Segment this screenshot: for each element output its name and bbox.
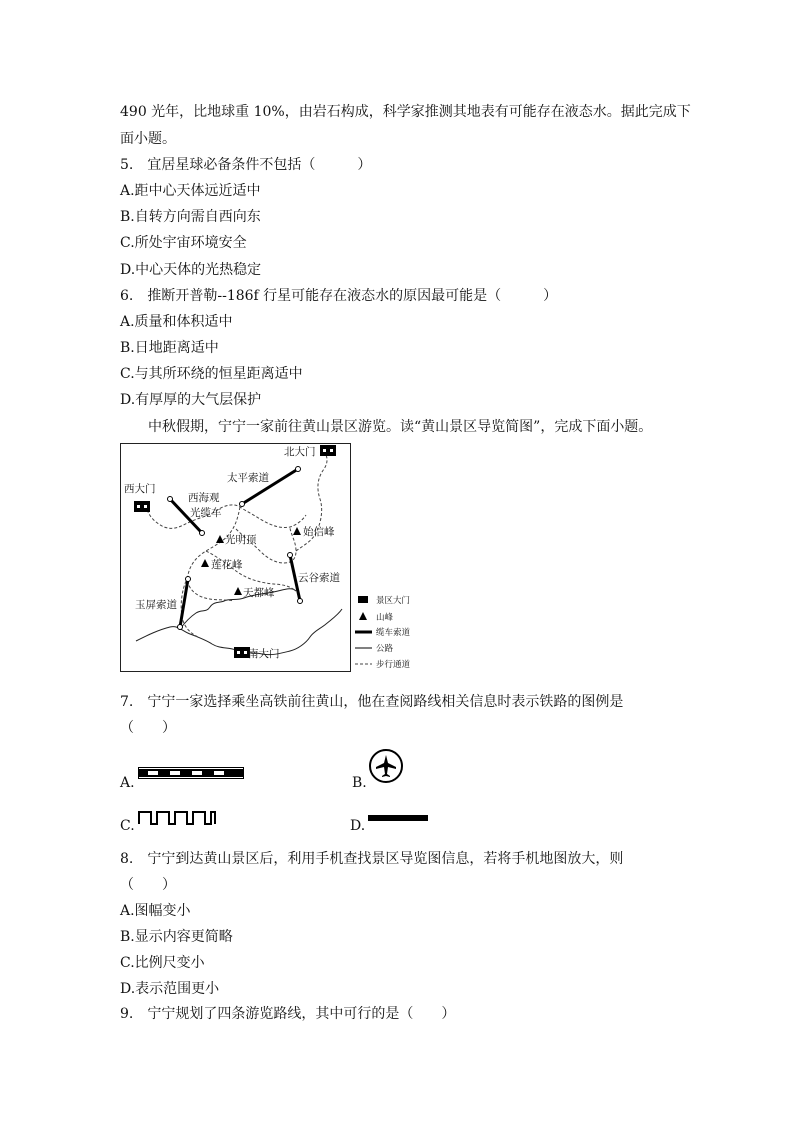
question-5-option-c: C.所处宇宙环境安全 bbox=[120, 235, 247, 251]
question-8-option-b: B.显示内容更简略 bbox=[120, 929, 233, 945]
question-6-option-a: A.质量和体积适中 bbox=[120, 314, 233, 330]
question-6-option-d: D.有厚厚的大气层保护 bbox=[120, 392, 262, 408]
legend-peak-label: 山峰 bbox=[376, 613, 394, 623]
huangshan-guide-map bbox=[120, 441, 420, 673]
question-5-option-b: B.自转方向需自西向东 bbox=[120, 209, 261, 225]
map-legend bbox=[355, 595, 411, 670]
boundary-symbol-icon bbox=[138, 810, 216, 826]
cable-station bbox=[168, 497, 173, 502]
label-yungu: 云谷索道 bbox=[298, 572, 340, 584]
question-5-option-a: A.距中心天体远近适中 bbox=[120, 183, 261, 199]
question-8-option-c: C.比例尺变小 bbox=[120, 955, 205, 971]
question-5-option-d: D.中心天体的光热稳定 bbox=[120, 262, 262, 278]
cable-station bbox=[288, 553, 293, 558]
label-south-gate: 南大门 bbox=[248, 648, 280, 660]
legend-trail-label: 步行通道 bbox=[376, 660, 411, 670]
intro-line-1: 490 光年，比地球重 10%，由岩石构成，科学家推测其地表有可能存在液态水。据此完成下 bbox=[120, 104, 691, 120]
question-6-option-c: C.与其所环绕的恒星距离适中 bbox=[120, 366, 303, 382]
north-gate-icon bbox=[320, 445, 336, 456]
label-guangming: 光明顶 bbox=[225, 534, 257, 546]
cable-station bbox=[240, 502, 245, 507]
question-6-stem: 6. 推断开普勒--186f 行星可能存在液态水的原因最可能是（ ） bbox=[120, 288, 558, 304]
cable-station bbox=[296, 467, 301, 472]
cable-station bbox=[298, 599, 303, 604]
legend-cable-label: 缆车索道 bbox=[376, 628, 411, 638]
question-7-option-c: C. bbox=[120, 818, 135, 834]
cable-station bbox=[186, 577, 191, 582]
bold-line-symbol-icon bbox=[368, 814, 428, 822]
label-shixin: 始信峰 bbox=[303, 526, 335, 538]
question-8-stem-1: 8. 宁宁到达黄山景区后，利用手机查找景区导览图信息，若将手机地图放大，则 bbox=[120, 851, 624, 867]
label-yuping: 玉屏索道 bbox=[135, 599, 177, 611]
label-taiping: 太平索道 bbox=[227, 472, 269, 484]
legend-gate-label: 景区大门 bbox=[376, 596, 411, 606]
intro-line-2: 面小题。 bbox=[120, 131, 176, 147]
label-north-gate: 北大门 bbox=[284, 446, 316, 458]
question-6-option-b: B.日地距离适中 bbox=[120, 340, 219, 356]
railway-symbol-icon bbox=[138, 766, 244, 780]
legend-peak-icon bbox=[359, 612, 367, 620]
question-8-option-a: A.图幅变小 bbox=[120, 903, 191, 919]
question-9-stem: 9. 宁宁规划了四条游览路线，其中可行的是（ ） bbox=[120, 1006, 456, 1022]
cable-station bbox=[200, 531, 205, 536]
question-7-option-d: D. bbox=[350, 818, 366, 834]
airport-symbol-icon bbox=[368, 748, 404, 784]
label-xihai-1: 西海观 bbox=[188, 492, 220, 504]
legend-gate-icon bbox=[358, 596, 368, 603]
legend-road-label: 公路 bbox=[376, 644, 394, 654]
question-7-stem-2: （ ） bbox=[120, 720, 176, 736]
label-tiandu: 天都峰 bbox=[243, 587, 275, 599]
question-7-option-a: A. bbox=[120, 775, 135, 791]
passage-text: 中秋假期，宁宁一家前往黄山景区游览。读“黄山景区导览简图”，完成下面小题。 bbox=[148, 419, 653, 435]
label-west-gate: 西大门 bbox=[124, 483, 156, 495]
question-7-option-b: B. bbox=[352, 775, 367, 791]
question-8-option-d: D.表示范围更小 bbox=[120, 981, 220, 997]
label-xihai-2: 光缆车 bbox=[190, 507, 222, 519]
west-gate-icon bbox=[134, 501, 150, 512]
cable-station bbox=[178, 625, 183, 630]
question-7-stem-1: 7. 宁宁一家选择乘坐高铁前往黄山，他在查阅路线相关信息时表示铁路的图例是 bbox=[120, 694, 624, 710]
question-5-stem: 5. 宜居星球必备条件不包括（ ） bbox=[120, 157, 372, 173]
label-lianhua: 莲花峰 bbox=[211, 559, 243, 571]
question-8-stem-2: （ ） bbox=[120, 877, 176, 893]
